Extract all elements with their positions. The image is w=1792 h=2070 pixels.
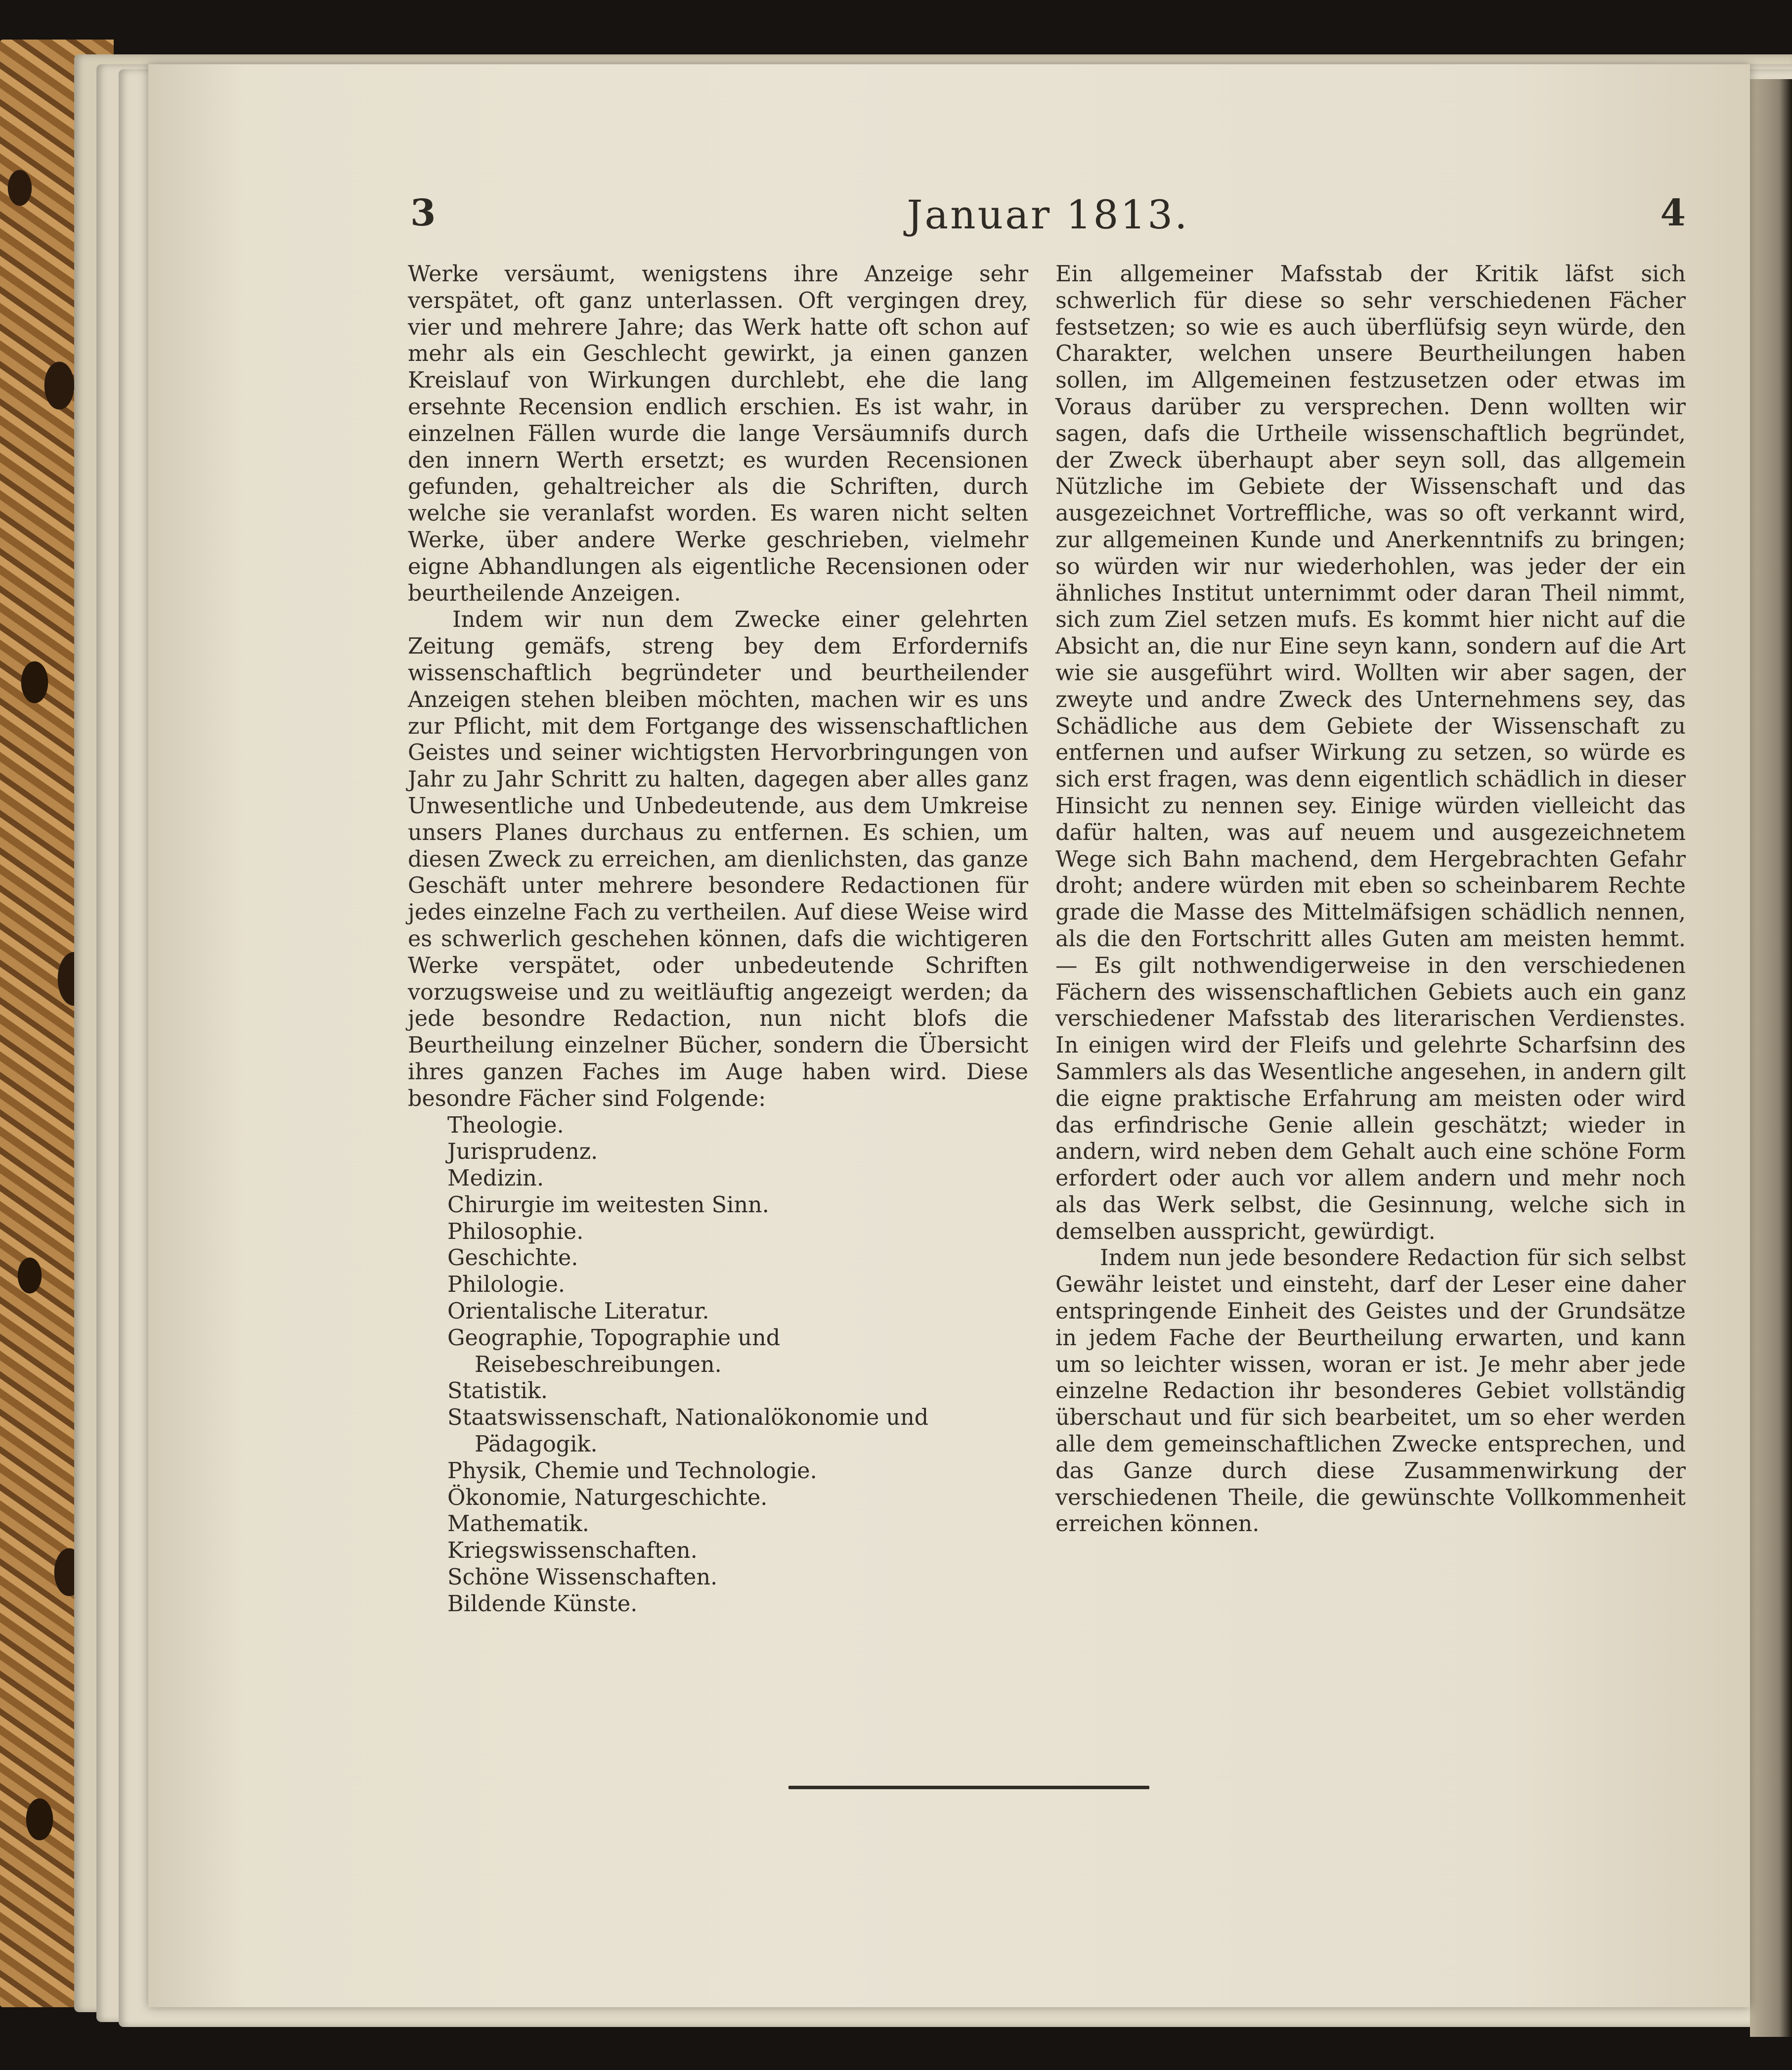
left-column — [408, 261, 1028, 1618]
subject-item: Philologie. — [447, 1272, 566, 1298]
subject-item: Bildende Künste. — [447, 1591, 638, 1617]
right-paragraph-1: Ein allgemeiner Mafsstab der Kritik läfst sich schwerlich für diese so sehr verschiedenen Fächer festsetzen; so wie es auch überflüfsig seyn würde, den Charakter, welchen unsere Beurtheilungen haben sollen, im Allgemeinen festzusetzen oder etwas im Voraus darüber zu versprechen. Denn wollten wir sagen, dafs die Urtheile wissenschaftlich begründet, der Zweck überhaupt aber seyn soll, das allgemein Nützliche im Gebiete der Wissenschaft und das ausgezeichnet Vortreffliche, was so oft verkannt wird, zur allgemeinen Kunde und Anerkenntnifs zu bringen; so würden wir nur wiederhohlen, was jeder der ein ähnliches Institut unternimmt oder daran Theil nimmt, sich zum Ziel setzen mufs. Es kommt hier nicht auf die Absicht an, die nur Eine seyn kann, sondern auf die Art wie sie ausgeführt wird. Wollten wir aber sagen, der zweyte und andre Zweck des Unternehmens sey, das Schädliche aus dem Gebiete der Wissenschaft zu entfernen und aufser Wirkung zu setzen, so würde es sich erst fragen, was denn eigentlich schädlich in dieser Hinsicht zu nennen sey. Einige würden vielleicht das dafür halten, was auf neuem und ausgezeichnetem Wege sich Bahn machend, dem Hergebrachten Gefahr droht; andere würden mit eben so scheinbarem Rechte grade die Masse des Mittelmäfsigen schädlich nennen, als die den Fortschritt alles Guten am meisten hemmt.— Es gilt nothwendigerweise in den verschiedenen Fächern des wissenschaftlichen Gebiets auch ein ganz verschiedener Mafsstab des literarischen Verdienstes. In einigen wird der Fleifs und gelehrte Scharfsinn des Sammlers als das Wesentliche angesehen, in andern gilt die eigne praktische Erfahrung am meisten oder wird das erfindrische Genie allein geschätzt; wieder in andern, wird neben dem Gehalt auch eine schöne Form erfordert oder auch vor allem andern und mehr noch als das Werk selbst, die Gesinnung, welche sich in demselben ausspricht, gewürdigt. — [1055, 262, 1686, 1244]
subject-item: Kriegswissenschaften. — [447, 1538, 698, 1564]
running-title: Januar 1813. — [907, 192, 1189, 238]
subject-item: Schöne Wissenschaften. — [447, 1565, 718, 1590]
subject-list — [408, 1112, 1028, 1618]
subject-item: Geschichte. — [447, 1245, 578, 1271]
subject-item: Physik, Chemie und Technologie. — [447, 1458, 817, 1484]
subject-item: Chirurgie im weitesten Sinn. — [447, 1192, 769, 1218]
page-header — [410, 192, 1686, 246]
subject-item: Medizin. — [447, 1166, 544, 1191]
closing-rule — [788, 1786, 1149, 1789]
right-column — [1055, 261, 1686, 1538]
subject-item: Ökonomie, Naturgeschichte. — [447, 1485, 768, 1510]
subject-item: Theologie. — [447, 1112, 564, 1138]
subject-item: Orientalische Literatur. — [447, 1299, 709, 1324]
page-number-left: 3 — [410, 192, 436, 234]
left-paragraph-2: Indem wir nun dem Zwecke einer gelehrten Zeitung gemäfs, streng bey dem Erfordernifs wissenschaftlich begründeter und beurtheilender Anzeigen stehen bleiben möchten, machen wir es uns zur Pflicht, mit dem Fortgange des wissenschaftlichen Geistes und seiner wichtigsten Hervorbringungen von Jahr zu Jahr Schritt zu halten, dagegen aber alles ganz Unwesentliche und Unbedeutende, aus dem Umkreise unsers Planes durchaus zu entfernen. Es schien, um diesen Zweck zu erreichen, am dienlichsten, das ganze Geschäft unter mehrere besondere Redactionen für jedes einzelne Fach zu vertheilen. Auf diese Weise wird es schwerlich geschehen können, dafs die wichtigeren Werke verspätet, oder unbedeutende Schriften vorzugsweise und zu weitläuftig angezeigt werden; da jede besondre Redaction, nun nicht blofs die Beurtheilung einzelner Bücher, sondern die Übersicht ihres ganzen Faches im Auge haben wird. Diese besondre Fächer sind Folgende: — [408, 607, 1028, 1111]
page-number-right: 4 — [1660, 192, 1686, 234]
subject-item: Philosophie. — [447, 1219, 584, 1244]
subject-item: Staatswissenschaft, Nationalökonomie und Pädagogik. — [447, 1405, 929, 1457]
subject-item: Statistik. — [447, 1378, 548, 1404]
subject-item: Mathematik. — [447, 1511, 589, 1537]
subject-item: Jurisprudenz. — [447, 1139, 598, 1165]
facing-page-edge — [1750, 79, 1792, 2037]
left-paragraph-1: Werke versäumt, wenigstens ihre Anzeige sehr verspätet, oft ganz unterlassen. Oft vergingen drey, vier und mehrere Jahre; das Werk hatte oft schon auf mehr als ein Geschlecht gewirkt, ja einen ganzen Kreislauf von Wirkungen durchlebt, ehe die lang ersehnte Recension endlich erschien. Es ist wahr, in einzelnen Fällen wurde die lange Versäumnifs durch den innern Werth ersetzt; es wurden Recensionen gefunden, gehaltreicher als die Schriften, durch welche sie veranlafst worden. Es waren nicht selten Werke, über andere Werke geschrieben, vielmehr eigne Abhandlungen als eigentliche Recensionen oder beurtheilende Anzeigen. — [408, 262, 1028, 606]
right-paragraph-2: Indem nun jede besondere Redaction für sich selbst Gewähr leistet und einsteht, darf der Leser eine daher entspringende Einheit des Geistes und der Grundsätze in jedem Fache der Beurtheilung erwarten, und kann um so leichter wissen, woran er ist. Je mehr aber jede einzelne Redaction ihr besonderes Gebiet vollständig überschaut und für sich bearbeitet, um so eher werden alle dem gemeinschaftlichen Zwecke entsprechen, und das Ganze durch diese Zusammenwirkung der verschiedenen Theile, die gewünschte Vollkommenheit erreichen können. — [1055, 1245, 1686, 1537]
subject-item: Geographie, Topographie und Reisebeschreibungen. — [447, 1325, 781, 1377]
